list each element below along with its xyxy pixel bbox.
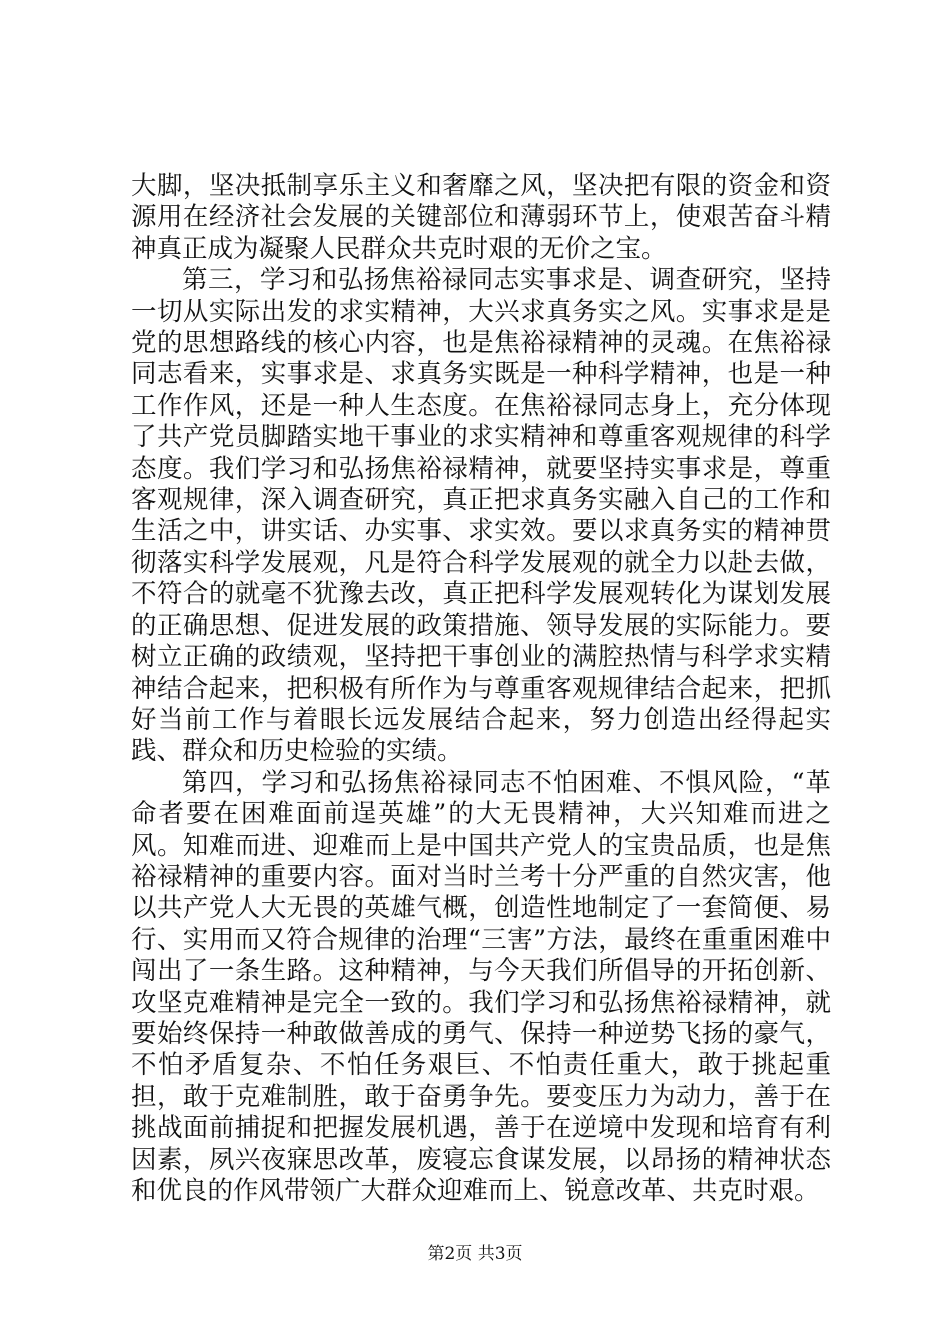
document-body	[131, 171, 831, 1207]
paragraph-fourth-point: 第四，学习和弘扬焦裕禄同志不怕困难、不惧风险，“革命者要在困难面前逞英雄”的大无畏精神，大兴知难而进之风。知难而进、迎难而上是中国共产党人的宝贵品质，也是焦裕禄精神的重要内容。面对当时兰考十分严重的自然灾害，他以共产党人大无畏的英雄气概，创造性地制定了一套简便、易行、实用而又符合规律的治理“三害”方法，最终在重重困难中闯出了一条生路。这种精神，与今天我们所倡导的开拓创新、攻坚克难精神是完全一致的。我们学习和弘扬焦裕禄精神，就要始终保持一种敢做善成的勇气、保持一种逆势飞扬的豪气，不怕矛盾复杂、不怕任务艰巨、不怕责任重大，敢于挑起重担，敢于克难制胜，敢于奋勇争先。要变压力为动力，善于在挑战面前捕捉和把握发展机遇，善于在逆境中发现和培育有利因素，夙兴夜寐思改革，废寝忘食谋发展，以昂扬的精神状态和优良的作风带领广大群众迎难而上、锐意改革、共克时艰。	[131, 767, 831, 1206]
paragraph-continuation: 大脚，坚决抵制享乐主义和奢靡之风，坚决把有限的资金和资源用在经济社会发展的关键部位和薄弱环节上，使艰苦奋斗精神真正成为凝聚人民群众共克时艰的无价之宝。	[131, 171, 831, 264]
paragraph-third-point: 第三，学习和弘扬焦裕禄同志实事求是、调查研究，坚持一切从实际出发的求实精神，大兴求真务实之风。实事求是是党的思想路线的核心内容，也是焦裕禄精神的灵魂。在焦裕禄同志看来，实事求是、求真务实既是一种科学精神，也是一种工作作风，还是一种人生态度。在焦裕禄同志身上，充分体现了共产党员脚踏实地干事业的求实精神和尊重客观规律的科学态度。我们学习和弘扬焦裕禄精神，就要坚持实事求是，尊重客观规律，深入调查研究，真正把求真务实融入自己的工作和生活之中，讲实话、办实事、求实效。要以求真务实的精神贯彻落实科学发展观，凡是符合科学发展观的就全力以赴去做，不符合的就毫不犹豫去改，真正把科学发展观转化为谋划发展的正确思想、促进发展的政策措施、领导发展的实际能力。要树立正确的政绩观，坚持把干事创业的满腔热情与科学求实精神结合起来，把积极有所作为与尊重客观规律结合起来，把抓好当前工作与着眼长远发展结合起来，努力创造出经得起实践、群众和历史检验的实绩。	[131, 265, 831, 767]
page-footer	[0, 1243, 950, 1265]
page-number-label: 第2页 共3页	[427, 1244, 523, 1264]
